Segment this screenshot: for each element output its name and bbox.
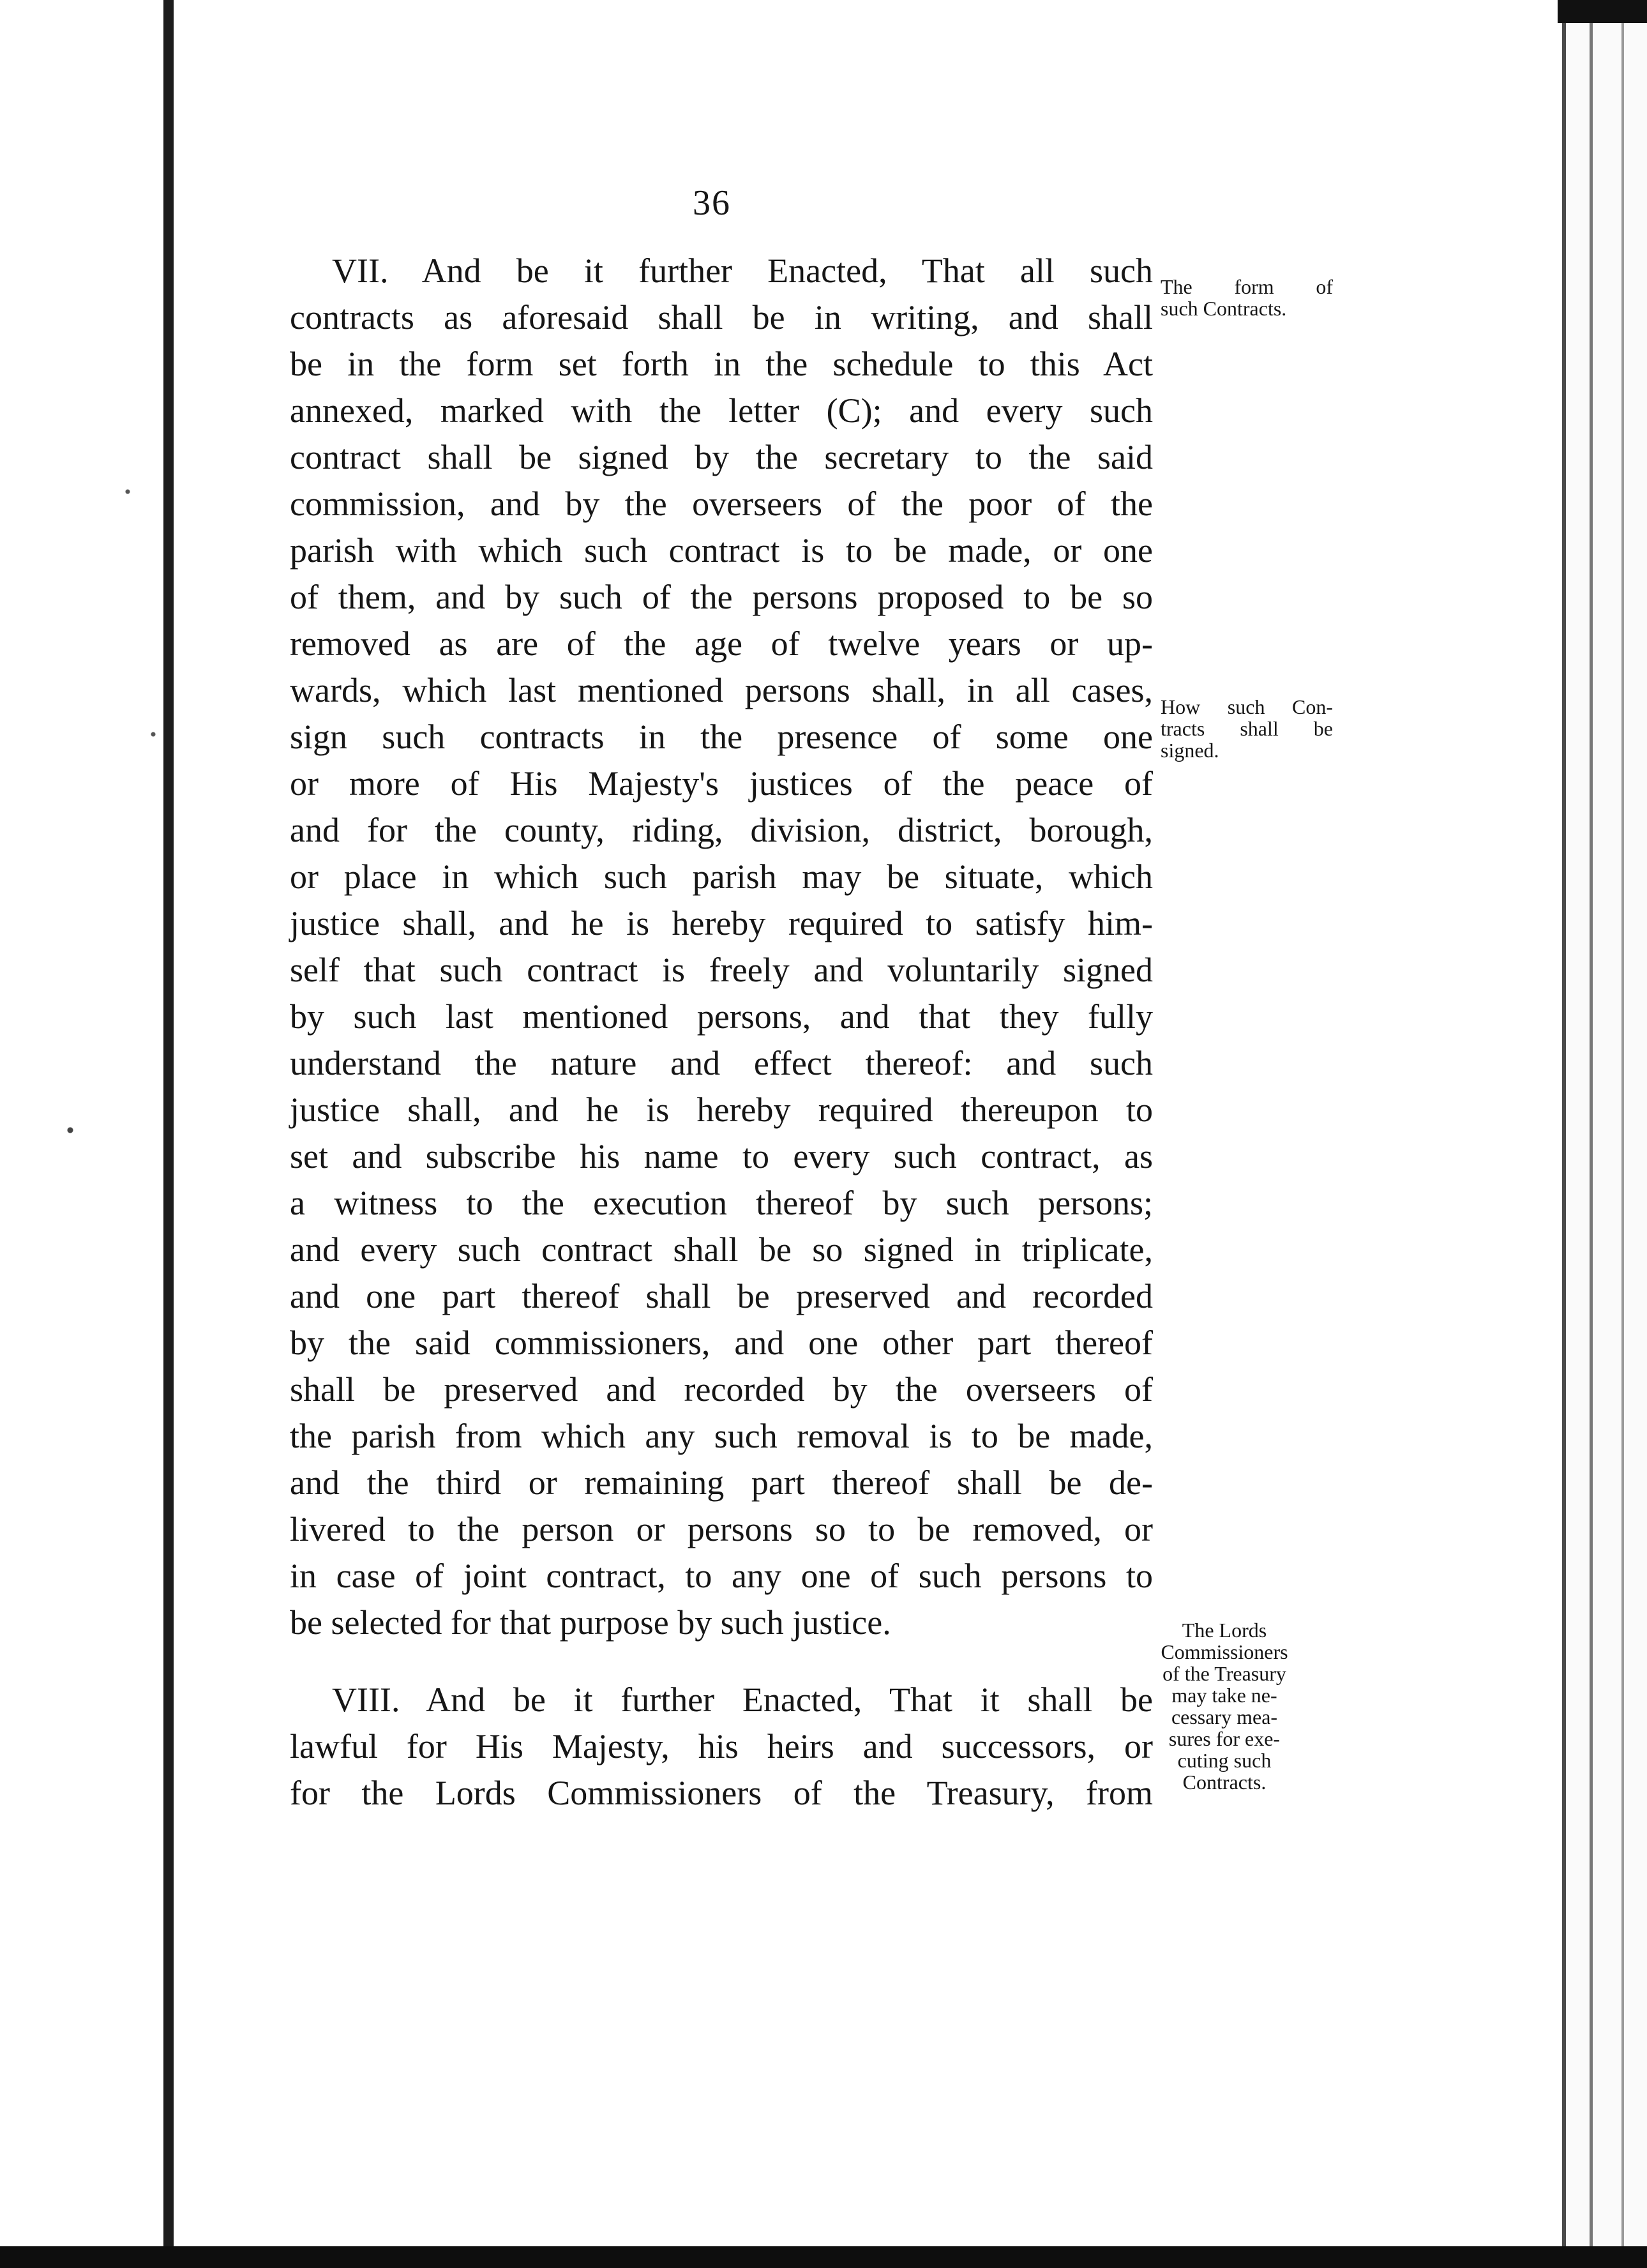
text-line: of them, and by such of the persons proposed to be so (290, 578, 1153, 616)
section-vii (290, 248, 1153, 1646)
text-line: understand the nature and effect thereof: and such (290, 1044, 1153, 1082)
text-line: a witness to the execution thereof by such persons; (290, 1184, 1153, 1222)
text-line: removed as are of the age of twelve years or up- (290, 624, 1153, 663)
marginal-note-form-of-contracts (1161, 276, 1333, 319)
text-line: VII. And be it further Enacted, That all such (332, 252, 1153, 290)
binding-shadow (163, 0, 174, 2268)
page-edge (1562, 0, 1647, 2268)
section-viii (290, 1677, 1153, 1817)
text-line: by such last mentioned persons, and that they fully (290, 997, 1153, 1036)
page-number: 36 (693, 183, 731, 223)
note-line: tracts shall be (1161, 717, 1333, 740)
text-line: and the third or remaining part thereof shall be de- (290, 1463, 1153, 1502)
text-line: or more of His Majesty's justices of the peace of (290, 764, 1153, 803)
note-line: Commissioners (1161, 1640, 1288, 1663)
text-line: wards, which last mentioned persons shall, in all cases, (290, 671, 1153, 709)
text-line: for the Lords Commissioners of the Treasury, from (290, 1774, 1153, 1812)
page-edge-line (1562, 0, 1566, 2268)
note-line: such Contracts. (1161, 297, 1287, 320)
note-line: Contracts. (1182, 1771, 1267, 1794)
text-line: in case of joint contract, to any one of such persons to (290, 1557, 1153, 1595)
text-line: commission, and by the overseers of the poor of the (290, 485, 1153, 523)
text-line: annexed, marked with the letter (C); and every such (290, 391, 1153, 430)
note-line: sures for exe- (1168, 1727, 1281, 1750)
text-line: contracts as aforesaid shall be in writing, and shall (290, 298, 1153, 336)
text-line: VIII. And be it further Enacted, That it shall be (332, 1681, 1153, 1719)
main-text-column (290, 248, 1153, 1817)
text-line: parish with which such contract is to be made, or one (290, 531, 1153, 570)
note-line: cessary mea- (1171, 1705, 1278, 1728)
note-line: signed. (1161, 739, 1219, 762)
text-line: livered to the person or persons so to be removed, or (290, 1510, 1153, 1548)
page-edge-line (1621, 0, 1624, 2268)
scan-speckles (0, 0, 160, 2268)
note-line: The form of (1161, 275, 1333, 298)
text-line: self that such contract is freely and voluntarily signed (290, 951, 1153, 989)
section-gap (290, 1646, 1153, 1677)
text-line: by the said commissioners, and one other part thereof (290, 1324, 1153, 1362)
text-line: be selected for that purpose by such justice. (290, 1603, 891, 1642)
text-line: and one part thereof shall be preserved and recorded (290, 1277, 1153, 1315)
text-line: set and subscribe his name to every such contract, as (290, 1137, 1153, 1176)
note-line: How such Con- (1161, 695, 1333, 718)
note-line: of the Treasury (1162, 1662, 1286, 1685)
text-line: shall be preserved and recorded by the overseers of (290, 1370, 1153, 1409)
note-line: The Lords (1182, 1619, 1267, 1642)
page-edge-line (1590, 0, 1593, 2268)
text-line: lawful for His Majesty, his heirs and successors, or (290, 1727, 1153, 1765)
text-line: justice shall, and he is hereby required to satisfy him- (290, 904, 1153, 942)
text-line: sign such contracts in the presence of some one (290, 718, 1153, 756)
note-line: may take ne- (1171, 1684, 1277, 1707)
bottom-scan-border (0, 2246, 1647, 2268)
text-line: and for the county, riding, division, district, borough, (290, 811, 1153, 849)
marginal-note-lords-commissioners (1154, 1619, 1295, 1793)
note-line: cuting such (1177, 1749, 1272, 1772)
text-line: the parish from which any such removal is to be made, (290, 1417, 1153, 1455)
text-line: or place in which such parish may be situate, which (290, 858, 1153, 896)
marginal-note-how-signed (1161, 696, 1333, 761)
text-line: justice shall, and he is hereby required thereupon to (290, 1091, 1153, 1129)
text-line: contract shall be signed by the secretary to the said (290, 438, 1153, 476)
text-line: be in the form set forth in the schedule to this Act (290, 345, 1153, 383)
text-line: and every such contract shall be so signed in triplicate, (290, 1230, 1153, 1269)
corner-shadow (1558, 0, 1647, 23)
